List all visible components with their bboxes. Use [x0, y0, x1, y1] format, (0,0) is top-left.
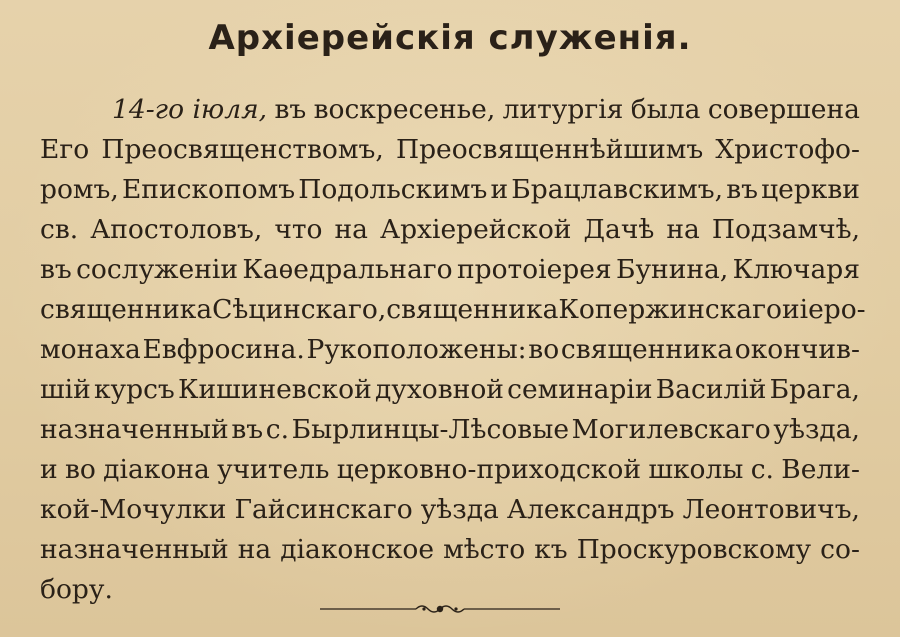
- text-line: [40, 370, 860, 410]
- word: на: [334, 214, 368, 245]
- word: діакона: [103, 454, 210, 485]
- word: мѣсто: [443, 534, 526, 565]
- word: кой-Мочулки: [40, 494, 227, 525]
- text-line: [40, 490, 860, 530]
- word: священника: [560, 334, 734, 365]
- word: литургія: [502, 94, 624, 125]
- word: учитель: [217, 454, 330, 485]
- word: Василій: [655, 374, 767, 405]
- text-line: [40, 90, 860, 130]
- word: Его: [40, 134, 90, 165]
- word: и: [40, 454, 58, 485]
- word: священника: [40, 294, 213, 325]
- word: Ключаря: [732, 254, 860, 285]
- word: Преосвященнѣйшимъ: [395, 134, 704, 165]
- word: и: [490, 174, 509, 205]
- word: св.: [40, 214, 79, 245]
- word: с.: [265, 414, 289, 445]
- word: шій: [40, 374, 91, 405]
- word: въ: [726, 174, 758, 205]
- word: уѣзда,: [773, 414, 860, 445]
- word: что: [274, 214, 323, 245]
- word: со-: [820, 534, 860, 565]
- word: въ: [231, 414, 264, 445]
- text-line: [40, 330, 860, 370]
- word: къ: [534, 534, 568, 565]
- date-lead: 14-го іюля,: [112, 94, 268, 125]
- word: Евфросина.: [142, 334, 305, 365]
- word: воскресенье,: [313, 94, 496, 125]
- word: Епископомъ: [121, 174, 296, 205]
- text-line: [40, 250, 860, 290]
- word: окончив-: [734, 334, 860, 365]
- word: діаконское: [280, 534, 435, 565]
- word: Дачѣ: [583, 214, 655, 245]
- text-line: [40, 530, 860, 570]
- word: Апостоловъ,: [90, 214, 263, 245]
- word: Подольскимъ: [298, 174, 488, 205]
- divider-ornament-icon: [320, 598, 560, 620]
- word: во: [64, 454, 96, 485]
- word: Могилевскаго: [571, 414, 771, 445]
- word: Александръ: [506, 494, 675, 525]
- word: Проскуровскому: [576, 534, 812, 565]
- word: Бырлинцы-Лѣсовые: [291, 414, 569, 445]
- word: Брага,: [769, 374, 860, 405]
- word: уѣзда: [420, 494, 499, 525]
- word: бору.: [40, 574, 113, 605]
- text-line: [40, 410, 860, 450]
- word: духовной: [374, 374, 504, 405]
- text-line: [40, 290, 866, 330]
- word: назначенный: [40, 534, 229, 565]
- word: курсъ: [93, 374, 175, 405]
- word: семинаріи: [507, 374, 653, 405]
- word: с.: [750, 454, 774, 485]
- word: на: [666, 214, 700, 245]
- text-line: [40, 130, 860, 170]
- word: во: [528, 334, 560, 365]
- word: Гайсинскаго: [234, 494, 413, 525]
- word: ромъ,: [40, 174, 119, 205]
- word: въ: [274, 94, 307, 125]
- word: Сѣцинскаго,: [212, 294, 387, 325]
- word: Вели-: [781, 454, 860, 485]
- word: была: [630, 94, 701, 125]
- word: въ: [40, 254, 72, 285]
- word: монаха: [40, 334, 141, 365]
- word: Кишиневской: [177, 374, 372, 405]
- word: Брацлавскимъ,: [511, 174, 724, 205]
- word: церкви: [761, 174, 860, 205]
- word: Копержинскаго: [558, 294, 782, 325]
- word: Каѳедральнаго: [242, 254, 453, 285]
- text-line: [40, 170, 860, 210]
- word: сослуженіи: [76, 254, 239, 285]
- word: на: [237, 534, 272, 565]
- word: Рукоположены:: [306, 334, 527, 365]
- word: и: [781, 294, 800, 325]
- word: Христофо-: [715, 134, 860, 165]
- article-body: [40, 90, 866, 610]
- word: назначенный: [40, 414, 229, 445]
- word: священника: [386, 294, 559, 325]
- word: совершена: [707, 94, 860, 125]
- word: Преосвященствомъ,: [101, 134, 384, 165]
- word: протоіерея: [456, 254, 612, 285]
- word: Архіерейской: [380, 214, 572, 245]
- text-line: [40, 450, 860, 490]
- word: Подзамчѣ,: [711, 214, 860, 245]
- word: Бунина,: [615, 254, 729, 285]
- page-title: Архіерейскія служенія.: [208, 18, 692, 58]
- word: іеро-: [799, 294, 866, 325]
- word: церковно-приходской: [336, 454, 641, 485]
- text-line: [40, 210, 860, 250]
- word: школы: [648, 454, 744, 485]
- word: Леонтовичъ,: [682, 494, 860, 525]
